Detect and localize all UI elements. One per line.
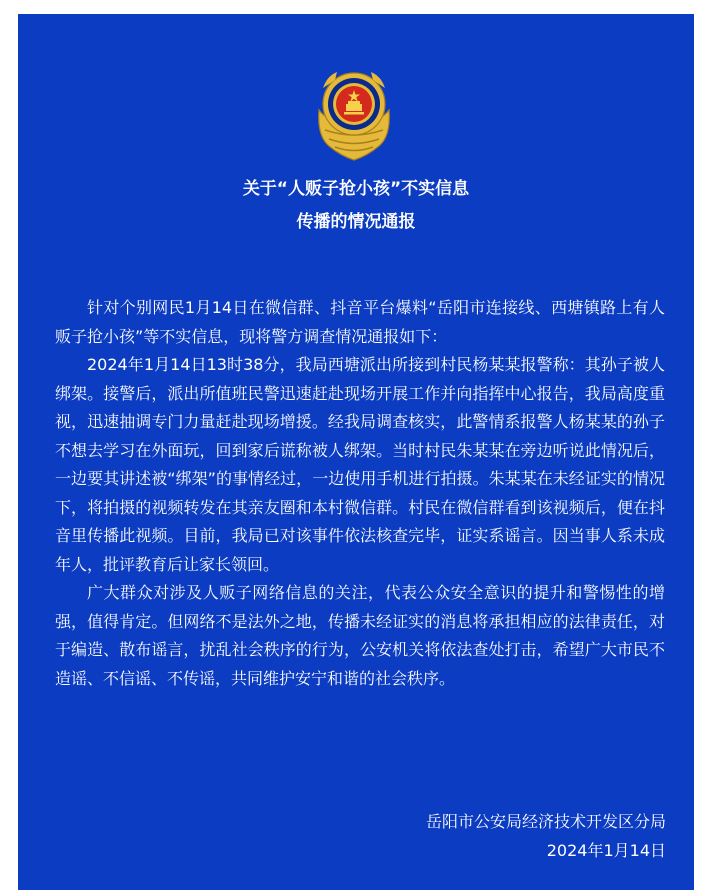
notice-title-line-1: 关于“人贩子抢小孩”不实信息 (242, 179, 470, 199)
signature-date: 2024年1月14日 (546, 841, 666, 860)
notice-body (55, 294, 665, 693)
signature-org: 岳阳市公安局经济技术开发区分局 (425, 812, 666, 831)
notice-card (18, 14, 694, 890)
paragraph-intro: 针对个别网民1月14日在微信群、抖音平台爆料“岳阳市连接线、西塘镇路上有人贩子抢小孩”等不实信息，现将警方调查情况通报如下： (55, 298, 665, 346)
police-badge-icon (315, 66, 393, 161)
paragraph-findings: 2024年1月14日13时38分，我局西塘派出所接到村民杨某某报警称：其孙子被人绑架。接警后，派出所值班民警迅速赶赴现场开展工作并向指挥中心报告，我局高度重视，迅速抽调专门力量赶赴现场增援。经我局调查核实，此警情系报警人杨某某的孙子不想去学习在外面玩，回到家后谎称被人绑架。当时村民朱某某在旁边听说此情况后，一边要其讲述被“绑架”的事情经过，一边使用手机进行拍摄。朱某某在未经证实的情况下，将拍摄的视频转发在其亲友圈和本村微信群。村民在微信群看到该视频后，便在抖音里传播此视频。目前，我局已对该事件依法核查完毕，证实系谣言。因当事人系未成年人，批评教育后让家长领回。 (55, 355, 665, 574)
notice-title-line-2: 传播的情况通报 (296, 212, 416, 232)
paragraph-appeal: 广大群众对涉及人贩子网络信息的关注，代表公众安全意识的提升和警惕性的增强，值得肯定。但网络不是法外之地，传播未经证实的消息将承担相应的法律责任，对于编造、散布谣言，扰乱社会秩序的行为，公安机关将依法查处打击，希望广大市民不造谣、不信谣、不传谣，共同维护安宁和谐的社会秩序。 (55, 583, 665, 688)
